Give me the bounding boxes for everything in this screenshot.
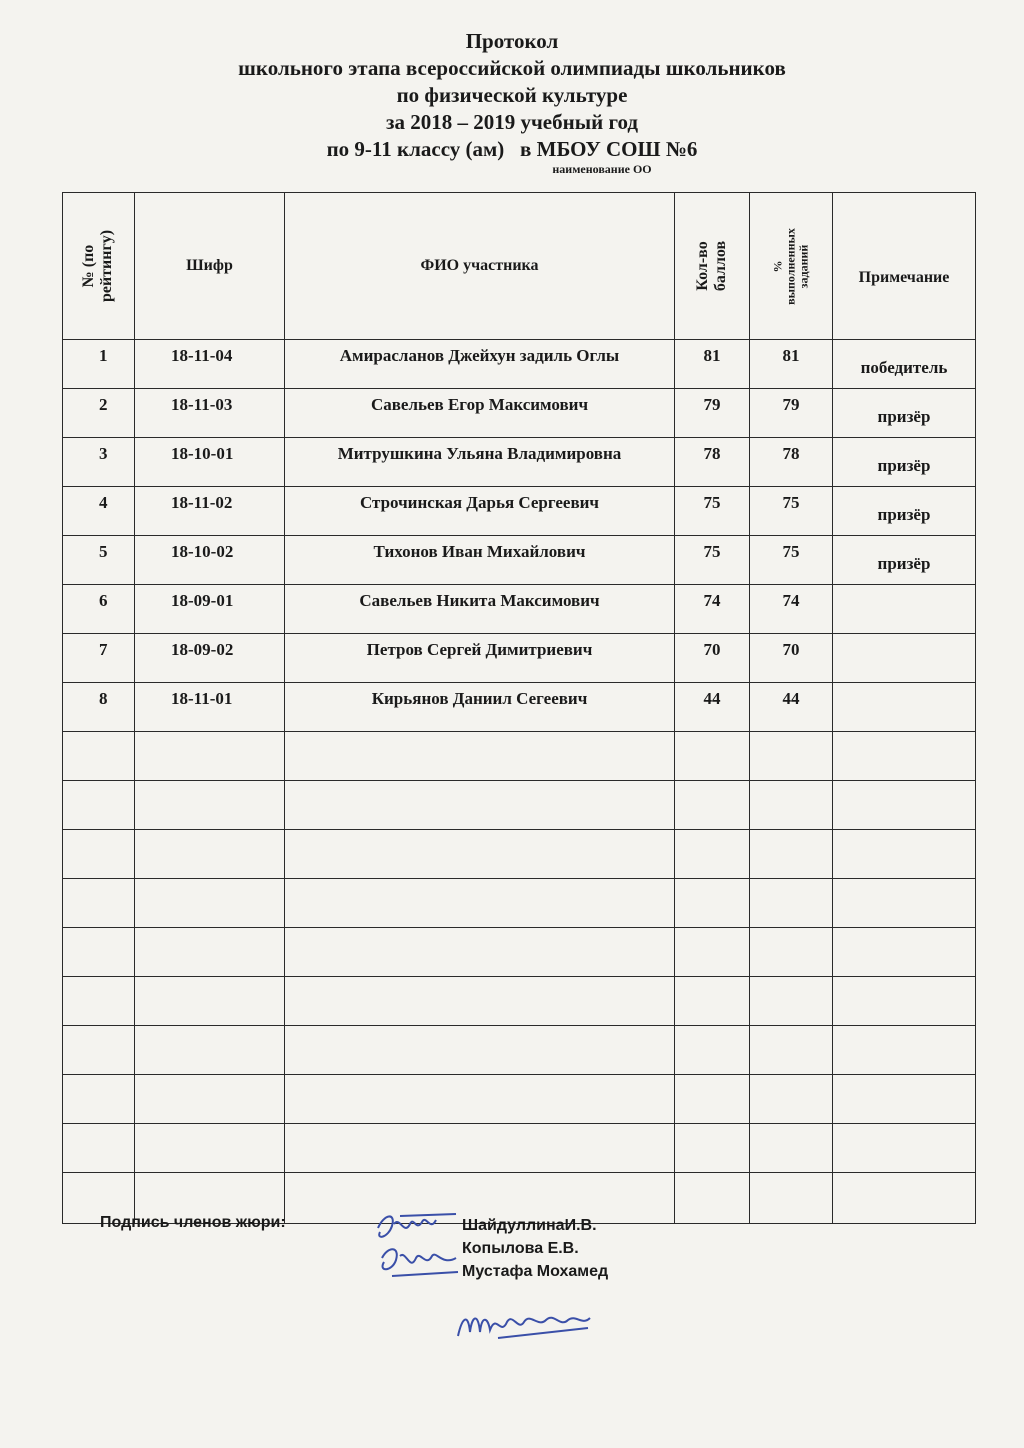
empty-table-row [63,781,976,830]
cell-code: 18-11-03 [135,389,285,438]
cell-note [833,683,976,732]
header-name: ФИО участника [285,193,675,340]
empty-cell [833,781,976,830]
empty-table-row [63,830,976,879]
table-row [63,389,976,438]
table-row [63,438,976,487]
empty-cell [675,879,750,928]
signature-2-icon [448,1298,598,1348]
empty-cell [63,1026,135,1075]
empty-cell [675,1124,750,1173]
empty-cell [750,830,833,879]
cell-code: 18-11-02 [135,487,285,536]
empty-cell [63,1075,135,1124]
cell-code: 18-10-02 [135,536,285,585]
empty-cell [750,879,833,928]
cell-name: Петров Сергей Димитриевич [285,634,675,683]
header-code: Шифр [135,193,285,340]
empty-table-row [63,1075,976,1124]
cell-rank: 7 [63,634,135,683]
empty-cell [135,1026,285,1075]
doc-title-line4: за 2018 – 2019 учебный год [386,110,638,134]
empty-cell [63,1124,135,1173]
jury-member: Копылова Е.В. [462,1240,579,1257]
empty-table-row [63,928,976,977]
empty-cell [833,1075,976,1124]
empty-cell [675,928,750,977]
empty-cell [285,830,675,879]
cell-rank: 6 [63,585,135,634]
doc-title-line3: по физической культуре [396,83,628,107]
cell-note [833,585,976,634]
cell-percent: 78 [750,438,833,487]
cell-code: 18-11-01 [135,683,285,732]
cell-code: 18-11-04 [135,340,285,389]
cell-note [833,634,976,683]
cell-score: 78 [675,438,750,487]
empty-cell [285,732,675,781]
doc-subtitle: наименование ОО [552,162,652,176]
empty-cell [833,977,976,1026]
cell-score: 44 [675,683,750,732]
empty-cell [135,830,285,879]
cell-percent: 75 [750,487,833,536]
empty-cell [833,1026,976,1075]
cell-note: призёр [833,487,976,536]
cell-name: Савельев Никита Максимович [285,585,675,634]
cell-name: Митрушкина Ульяна Владимировна [285,438,675,487]
table-row [63,585,976,634]
empty-cell [285,928,675,977]
header-percent: % выполненных заданий [750,193,833,340]
cell-code: 18-10-01 [135,438,285,487]
empty-table-row [63,732,976,781]
table-row [63,340,976,389]
empty-cell [675,732,750,781]
empty-table-row [63,977,976,1026]
empty-cell [675,977,750,1026]
empty-cell [285,879,675,928]
empty-cell [675,1075,750,1124]
cell-name: Савельев Егор Максимович [285,389,675,438]
cell-rank: 8 [63,683,135,732]
empty-cell [285,1124,675,1173]
cell-score: 74 [675,585,750,634]
cell-rank: 1 [63,340,135,389]
doc-title: Протокол [465,29,559,53]
empty-cell [750,1075,833,1124]
empty-cell [675,1173,750,1224]
empty-table-row [63,1026,976,1075]
cell-note: призёр [833,389,976,438]
empty-cell [135,732,285,781]
cell-rank: 3 [63,438,135,487]
cell-score: 75 [675,487,750,536]
table-row [63,634,976,683]
header-note: Примечание [833,193,976,340]
empty-cell [833,830,976,879]
empty-cell [833,928,976,977]
signature-1-icon [370,1206,462,1286]
empty-cell [135,879,285,928]
empty-cell [63,732,135,781]
empty-cell [63,928,135,977]
cell-note: победитель [833,340,976,389]
empty-cell [135,1124,285,1173]
empty-cell [135,1075,285,1124]
jury-member: Мустафа Мохамед [462,1263,609,1280]
cell-note: призёр [833,536,976,585]
cell-percent: 79 [750,389,833,438]
cell-score: 81 [675,340,750,389]
results-table [62,192,976,1224]
empty-cell [285,1026,675,1075]
cell-percent: 75 [750,536,833,585]
table-row [63,683,976,732]
empty-cell [285,977,675,1026]
table-header-row [63,193,976,340]
empty-cell [750,977,833,1026]
cell-score: 70 [675,634,750,683]
doc-title-line2: школьного этапа всероссийской олимпиады школьников [238,56,786,80]
cell-code: 18-09-02 [135,634,285,683]
empty-cell [833,1173,976,1224]
empty-cell [63,879,135,928]
empty-cell [63,781,135,830]
jury-members [462,1214,608,1283]
header-rank: № (по рейтингу) [63,193,135,340]
empty-cell [750,1173,833,1224]
empty-cell [63,830,135,879]
empty-cell [750,1124,833,1173]
empty-cell [750,1026,833,1075]
cell-rank: 4 [63,487,135,536]
empty-cell [750,732,833,781]
cell-percent: 81 [750,340,833,389]
empty-cell [833,732,976,781]
empty-cell [135,977,285,1026]
doc-title-line5: по 9-11 классу (ам) в МБОУ СОШ №6 [326,137,698,161]
cell-name: Кирьянов Даниил Сегеевич [285,683,675,732]
cell-percent: 74 [750,585,833,634]
empty-cell [285,781,675,830]
empty-cell [675,781,750,830]
cell-name: Строчинская Дарья Сергеевич [285,487,675,536]
cell-score: 79 [675,389,750,438]
empty-cell [135,781,285,830]
empty-cell [833,1124,976,1173]
cell-code: 18-09-01 [135,585,285,634]
cell-score: 75 [675,536,750,585]
cell-name: Тихонов Иван Михайлович [285,536,675,585]
empty-cell [285,1075,675,1124]
empty-cell [675,830,750,879]
empty-cell [750,781,833,830]
cell-name: Амирасланов Джейхун задиль Оглы [285,340,675,389]
empty-cell [750,928,833,977]
jury-member: ШайдуллинаИ.В. [462,1217,597,1234]
empty-table-row [63,879,976,928]
empty-cell [833,879,976,928]
empty-cell [135,928,285,977]
cell-rank: 5 [63,536,135,585]
cell-rank: 2 [63,389,135,438]
cell-note: призёр [833,438,976,487]
table-row [63,487,976,536]
header-score: Кол-во баллов [675,193,750,340]
cell-percent: 70 [750,634,833,683]
table-row [63,536,976,585]
document-header [0,28,1024,175]
empty-cell [63,977,135,1026]
empty-table-row [63,1124,976,1173]
jury-signature-label: Подпись членов жюри: [100,1214,286,1231]
cell-percent: 44 [750,683,833,732]
empty-cell [675,1026,750,1075]
